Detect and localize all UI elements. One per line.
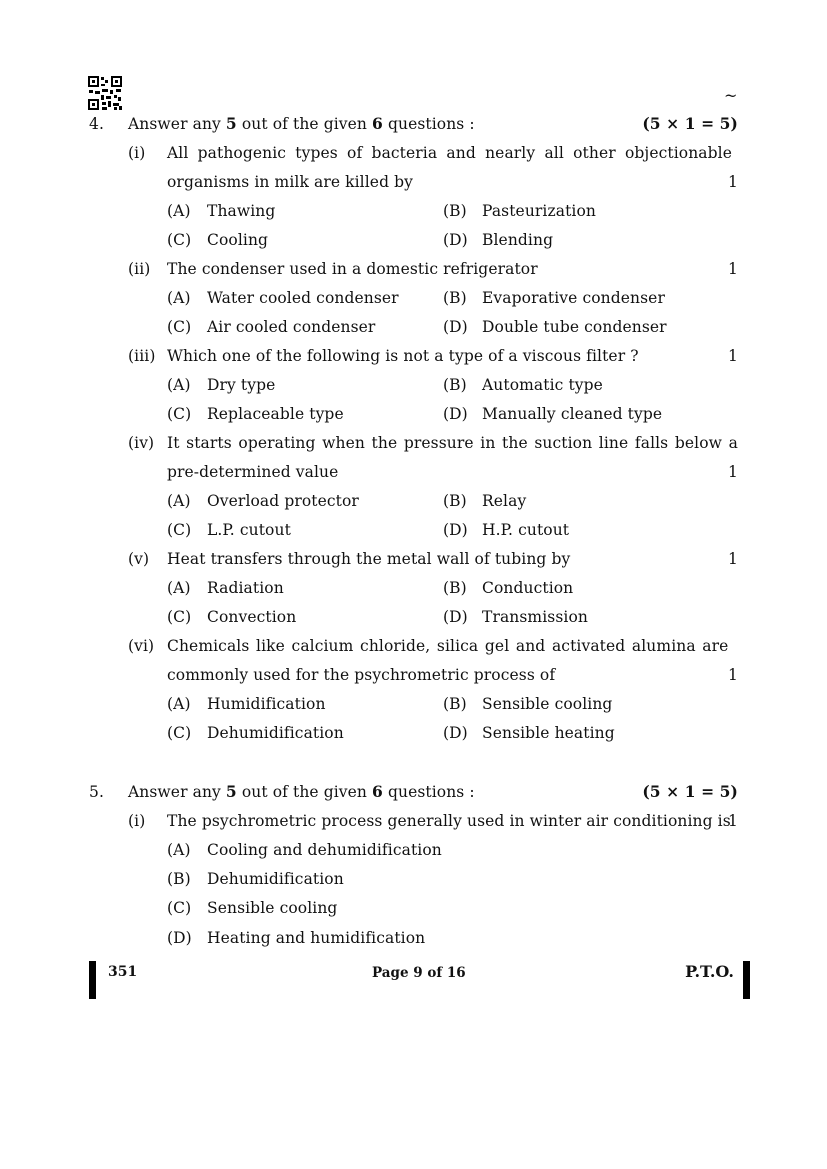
question-text: organisms in milk are killed by: [167, 173, 413, 191]
question-number: (v): [128, 550, 150, 568]
option-text: Overload protector: [207, 492, 359, 510]
option-text: Radiation: [207, 579, 284, 597]
option-label: (C): [167, 231, 192, 249]
option-text: Dehumidification: [207, 870, 344, 888]
question-mark: 1: [728, 173, 738, 191]
option-text: Pasteurization: [482, 202, 596, 220]
option-label: (D): [443, 608, 468, 626]
option-label: (D): [443, 521, 468, 539]
option-label: (C): [167, 608, 192, 626]
option-text: Evaporative condenser: [482, 289, 665, 307]
question-mark: 1: [728, 463, 738, 481]
option-label: (D): [443, 724, 468, 742]
option-text: Blending: [482, 231, 554, 249]
option-label: (C): [167, 521, 192, 539]
option-text: Thawing: [207, 202, 276, 220]
question-text: pre-determined value: [167, 463, 339, 481]
question-number: (i): [128, 144, 146, 162]
option-label: (A): [167, 202, 191, 220]
question-number: (iv): [128, 434, 155, 452]
question-text: Heat transfers through the metal wall of tubing by: [167, 550, 571, 568]
question-text: Chemicals like calcium chloride, silica gel and activated alumina are: [167, 637, 729, 655]
question-mark: 1: [728, 260, 738, 278]
option-text: Cooling: [207, 231, 269, 249]
option-label: (D): [443, 405, 468, 423]
section-marks: (5 × 1 = 5): [642, 782, 738, 801]
option-text: Dehumidification: [207, 724, 344, 742]
option-text: Cooling and dehumidification: [207, 841, 442, 859]
question-text: The condenser used in a domestic refrigerator: [167, 260, 538, 278]
qr-code: [88, 76, 122, 110]
option-label: (C): [167, 405, 192, 423]
option-text: Replaceable type: [207, 405, 344, 423]
option-text: H.P. cutout: [482, 521, 570, 539]
option-text: Sensible cooling: [482, 695, 613, 713]
option-label: (B): [443, 202, 467, 220]
page-number: Page 9 of 16: [372, 965, 466, 981]
option-text: Automatic type: [482, 376, 603, 394]
question-mark: 1: [728, 812, 738, 830]
option-text: Sensible heating: [482, 724, 615, 742]
question-text: All pathogenic types of bacteria and nearly all other objectionable: [167, 144, 732, 162]
option-label: (A): [167, 841, 191, 859]
option-label: (B): [443, 492, 467, 510]
option-label: (C): [167, 318, 192, 336]
section-number: 4.: [89, 115, 104, 133]
question-number: (vi): [128, 637, 155, 655]
option-label: (C): [167, 899, 192, 917]
option-text: Relay: [482, 492, 527, 510]
option-label: (B): [167, 870, 191, 888]
section-number: 5.: [89, 783, 104, 801]
option-label: (B): [443, 695, 467, 713]
option-text: L.P. cutout: [207, 521, 291, 539]
option-text: Manually cleaned type: [482, 405, 663, 423]
option-text: Conduction: [482, 579, 574, 597]
option-label: (B): [443, 376, 467, 394]
question-text: It starts operating when the pressure in the suction line falls below a: [167, 434, 738, 452]
option-text: Transmission: [482, 608, 588, 626]
option-text: Air cooled condenser: [207, 318, 376, 336]
option-label: (C): [167, 724, 192, 742]
section-marks: (5 × 1 = 5): [642, 114, 738, 133]
question-number: (ii): [128, 260, 151, 278]
section-instruction: Answer any 5 out of the given 6 questions :: [128, 114, 475, 133]
option-label: (D): [167, 929, 192, 947]
option-label: (A): [167, 289, 191, 307]
pto-label: P.T.O.: [685, 962, 734, 981]
question-text: commonly used for the psychrometric process of: [167, 666, 556, 684]
option-label: (A): [167, 492, 191, 510]
option-label: (B): [443, 289, 467, 307]
option-text: Water cooled condenser: [207, 289, 399, 307]
section-instruction: Answer any 5 out of the given 6 questions :: [128, 782, 475, 801]
question-text: The psychrometric process generally used in winter air conditioning is: [167, 812, 731, 830]
option-label: (A): [167, 695, 191, 713]
option-label: (D): [443, 231, 468, 249]
corner-mark: ~: [724, 86, 738, 105]
option-text: Dry type: [207, 376, 276, 394]
option-label: (A): [167, 579, 191, 597]
option-text: Double tube condenser: [482, 318, 667, 336]
question-number: (i): [128, 812, 146, 830]
question-mark: 1: [728, 550, 738, 568]
question-mark: 1: [728, 666, 738, 684]
option-text: Convection: [207, 608, 297, 626]
option-text: Heating and humidification: [207, 929, 426, 947]
footer-left-bar: [89, 961, 96, 999]
option-text: Sensible cooling: [207, 899, 338, 917]
option-label: (D): [443, 318, 468, 336]
question-mark: 1: [728, 347, 738, 365]
footer-right-bar: [743, 961, 750, 999]
question-text: Which one of the following is not a type of a viscous filter ?: [167, 347, 639, 365]
question-number: (iii): [128, 347, 156, 365]
option-label: (A): [167, 376, 191, 394]
option-label: (B): [443, 579, 467, 597]
paper-code: 351: [108, 964, 138, 980]
option-text: Humidification: [207, 695, 326, 713]
